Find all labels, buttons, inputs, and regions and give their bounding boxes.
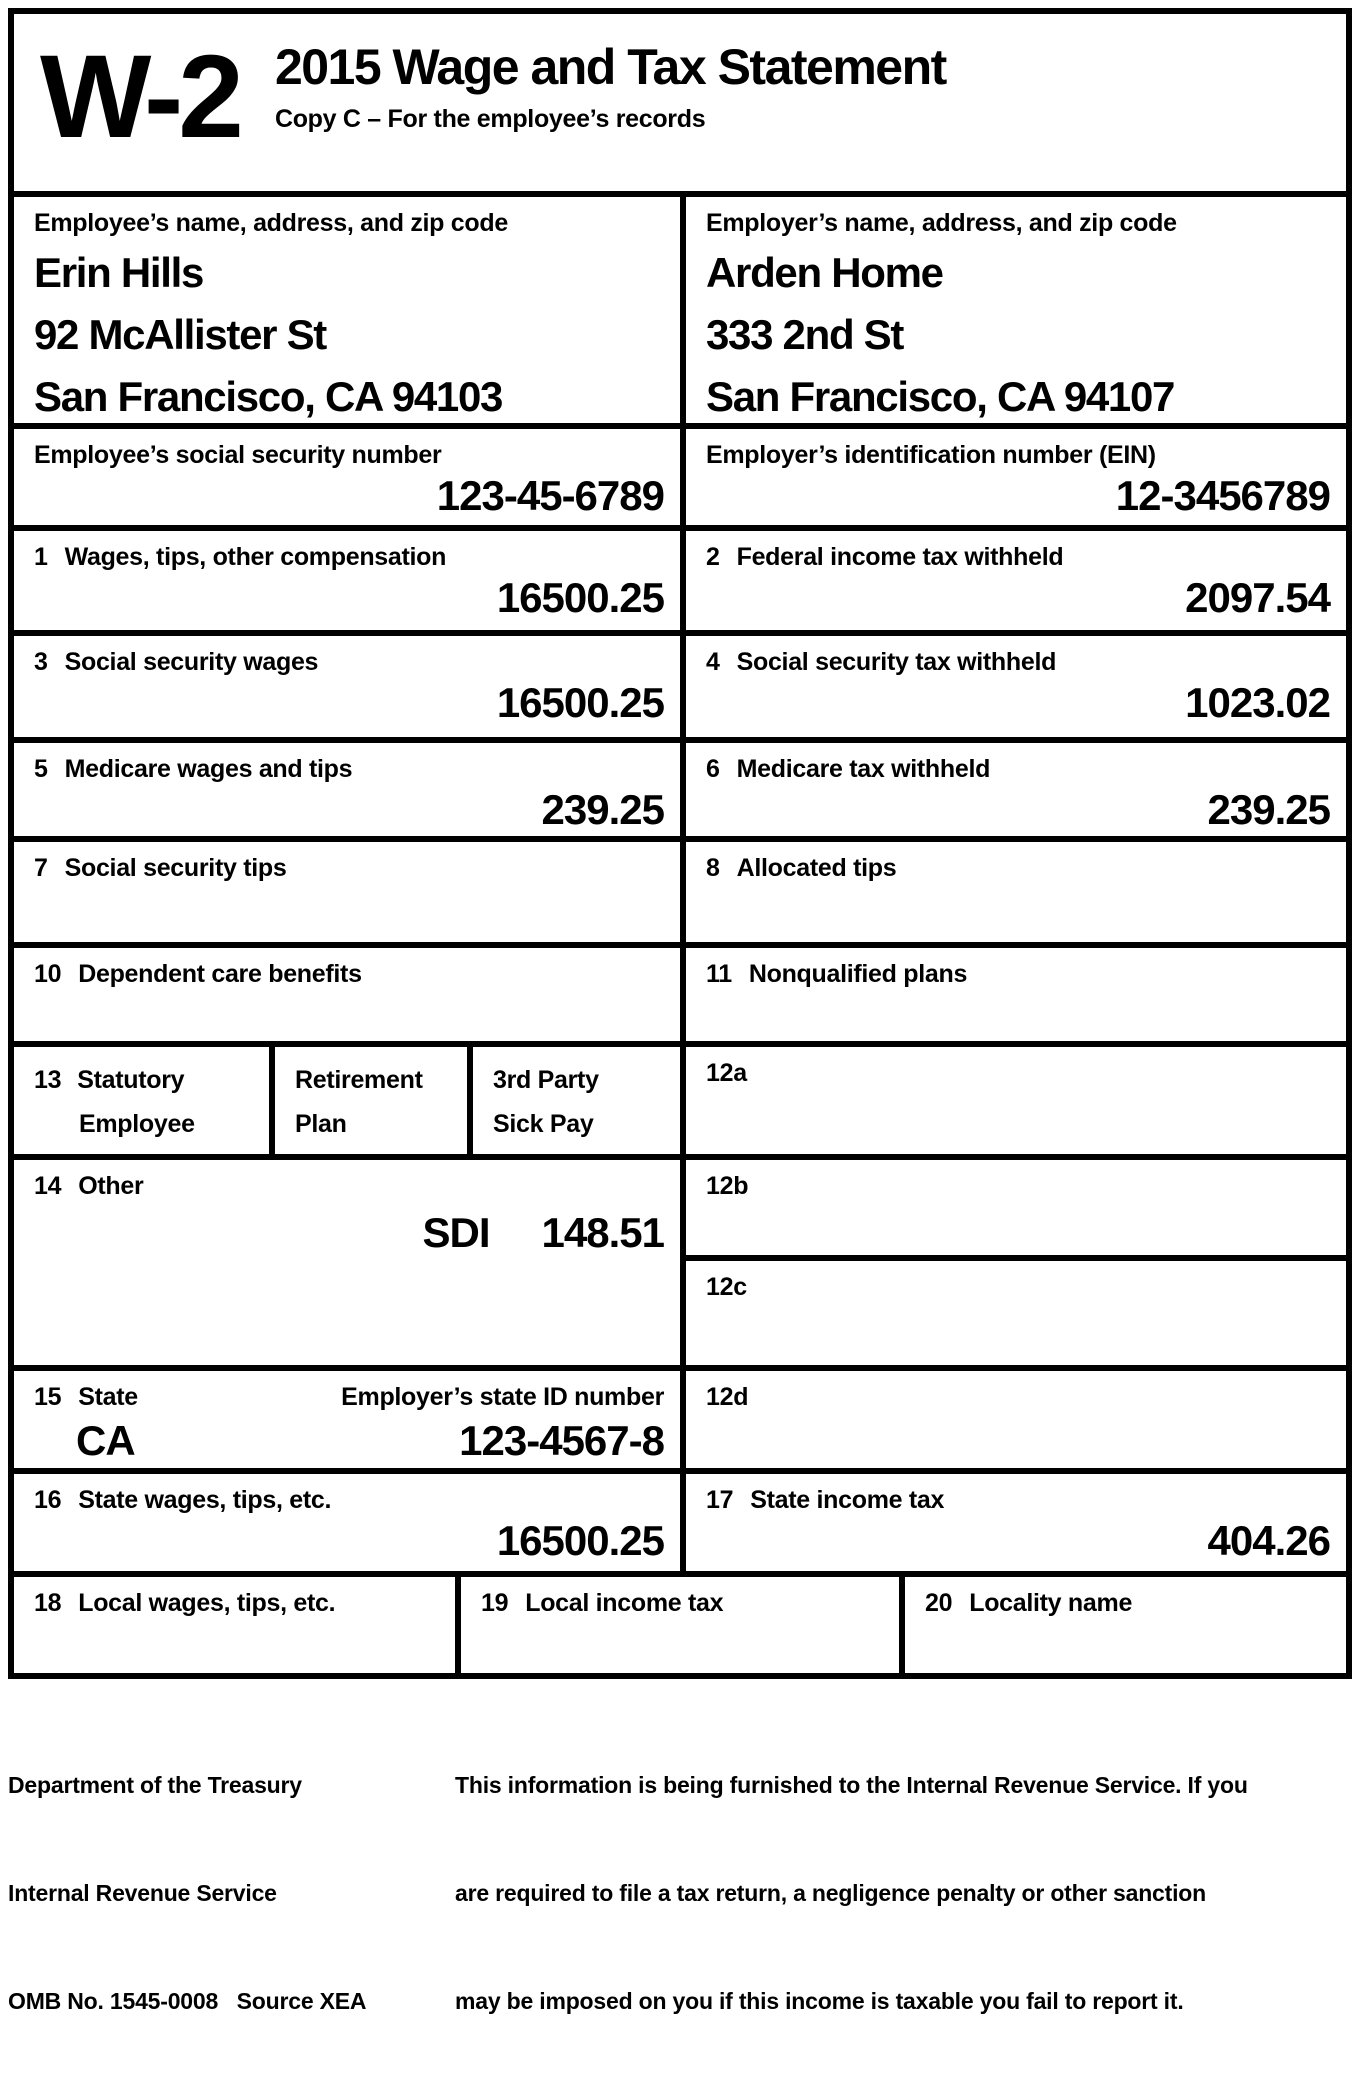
- box-15-id-label: Employer’s state ID number: [341, 1383, 664, 1411]
- footer-disclaimer-block: [455, 1695, 1352, 2091]
- box-13-sickpay-line1: 3rd Party: [493, 1066, 599, 1094]
- employee-address-line1: 92 McAllister St: [34, 311, 326, 358]
- box-15-state: [14, 1371, 680, 1468]
- box-13-checkboxes: [14, 1047, 680, 1154]
- box-11-label: Nonqualified plans: [748, 960, 968, 988]
- box-10-number: 10: [34, 960, 62, 988]
- box-8-label: Allocated tips: [736, 854, 897, 882]
- box-7-ss-tips: [14, 842, 680, 942]
- box-4-label: Social security tax withheld: [736, 648, 1057, 676]
- box-1-value: 16500.25: [496, 574, 664, 621]
- box-12a: [680, 1047, 1346, 1154]
- employee-address-line2: San Francisco, CA 94103: [34, 373, 503, 420]
- ein-box: [680, 429, 1346, 525]
- box-row-18-19-20: [14, 1571, 1346, 1673]
- box-14-entry-amount: 148.51: [541, 1209, 664, 1256]
- box-14-entry-code: SDI: [422, 1209, 490, 1256]
- box-18-number: 18: [34, 1589, 62, 1617]
- box-16-state-wages: [14, 1474, 680, 1571]
- footer-notice-line1: This information is being furnished to the Internal Revenue Service. If you: [455, 1772, 1248, 1798]
- box-6-number: 6: [706, 755, 720, 783]
- ssn-value: 123-45-6789: [436, 472, 664, 519]
- employee-name-address: [14, 242, 680, 428]
- box-20-label: Locality name: [969, 1589, 1133, 1617]
- employee-info-label: Employee’s name, address, and zip code: [34, 209, 508, 237]
- box-row-15-12d: [14, 1365, 1346, 1468]
- box-6-medicare-tax: [680, 743, 1346, 836]
- box-row-3-4: [14, 630, 1346, 737]
- box-20-locality-name: [899, 1577, 1346, 1673]
- box-13-statutory-line1: Statutory: [77, 1066, 185, 1094]
- box-15-id-value: 123-4567-8: [459, 1417, 664, 1464]
- box-row-5-6: [14, 737, 1346, 836]
- form-header: [14, 14, 1346, 191]
- box-16-label: State wages, tips, etc.: [78, 1486, 332, 1514]
- employer-address-line1: 333 2nd St: [706, 311, 904, 358]
- box-19-label: Local income tax: [525, 1589, 724, 1617]
- box-1-label: Wages, tips, other compensation: [64, 543, 447, 571]
- employer-info-label: Employer’s name, address, and zip code: [706, 209, 1177, 237]
- box-11-number: 11: [706, 960, 732, 988]
- box-10-dependent-care: [14, 948, 680, 1041]
- box-15-number: 15: [34, 1383, 62, 1411]
- box-6-value: 239.25: [1207, 786, 1330, 833]
- box-4-value: 1023.02: [1185, 679, 1330, 726]
- box-14-number: 14: [34, 1172, 62, 1200]
- box-5-label: Medicare wages and tips: [64, 755, 353, 783]
- form-title: 2015 Wage and Tax Statement: [274, 39, 946, 95]
- box-6-label: Medicare tax withheld: [736, 755, 991, 783]
- form-title-block: [275, 38, 946, 134]
- box-10-label: Dependent care benefits: [78, 960, 362, 988]
- box-13-retirement-plan: [269, 1047, 467, 1154]
- box-5-medicare-wages: [14, 743, 680, 836]
- box-12b-label: 12b: [706, 1172, 749, 1200]
- box-19-number: 19: [481, 1589, 509, 1617]
- footer-notice-line2: are required to file a tax return, a negligence penalty or other sanction: [455, 1880, 1206, 1906]
- box-13-number: 13: [34, 1066, 62, 1094]
- employer-name: Arden Home: [706, 249, 943, 296]
- box-18-local-wages: [14, 1577, 455, 1673]
- box-12a-label: 12a: [706, 1059, 747, 1087]
- box-row-10-11: [14, 942, 1346, 1041]
- id-numbers-row: [14, 423, 1346, 525]
- box-15-state-value: CA: [76, 1417, 135, 1464]
- box-3-number: 3: [34, 648, 48, 676]
- form-type-label: W-2: [40, 31, 239, 163]
- box-1-number: 1: [34, 543, 48, 571]
- box-13-statutory-line2: Employee: [79, 1110, 195, 1138]
- box-8-number: 8: [706, 854, 720, 882]
- employer-address-line2: San Francisco, CA 94107: [706, 373, 1175, 420]
- box-7-label: Social security tips: [64, 854, 287, 882]
- box-19-local-income-tax: [455, 1577, 899, 1673]
- employee-info-box: [14, 197, 680, 423]
- name-address-row: [14, 191, 1346, 423]
- w2-form: [8, 8, 1352, 1679]
- box-4-ss-tax: [680, 636, 1346, 737]
- employer-name-address: [686, 242, 1346, 428]
- box-7-number: 7: [34, 854, 48, 882]
- box-3-label: Social security wages: [64, 648, 319, 676]
- ssn-label: Employee’s social security number: [34, 441, 442, 469]
- box-14-other: [14, 1160, 680, 1365]
- box-3-ss-wages: [14, 636, 680, 737]
- box-row-1-2: [14, 525, 1346, 630]
- ssn-box: [14, 429, 680, 525]
- box-15-state-label: State: [78, 1383, 138, 1411]
- footer-omb-line: OMB No. 1545-0008 Source XEA: [8, 1988, 367, 2014]
- box-12d-label: 12d: [706, 1383, 749, 1411]
- box-16-number: 16: [34, 1486, 62, 1514]
- box-17-state-income-tax: [680, 1474, 1346, 1571]
- ein-value: 12-3456789: [1115, 472, 1330, 519]
- box-20-number: 20: [925, 1589, 953, 1617]
- box-12c-label: 12c: [706, 1273, 747, 1301]
- footer-irs-line: Internal Revenue Service: [8, 1880, 277, 1906]
- box-14-label: Other: [78, 1172, 144, 1200]
- box-8-allocated-tips: [680, 842, 1346, 942]
- box-row-14-12b-12c: [14, 1154, 1346, 1365]
- box-12b: [686, 1160, 1346, 1255]
- box-2-number: 2: [706, 543, 720, 571]
- box-row-13-12a: [14, 1041, 1346, 1154]
- box-5-value: 239.25: [541, 786, 664, 833]
- box-3-value: 16500.25: [496, 679, 664, 726]
- box-12c: [686, 1255, 1346, 1365]
- box-2-label: Federal income tax withheld: [736, 543, 1064, 571]
- box-17-number: 17: [706, 1486, 734, 1514]
- form-footer: [8, 1695, 1352, 2091]
- box-row-7-8: [14, 836, 1346, 942]
- footer-treasury-line: Department of the Treasury: [8, 1772, 302, 1798]
- box-13-retirement-line1: Retirement: [295, 1066, 423, 1094]
- box-5-number: 5: [34, 755, 48, 783]
- box-17-value: 404.26: [1207, 1517, 1330, 1564]
- box-13-statutory-employee: [14, 1047, 269, 1154]
- box-16-value: 16500.25: [496, 1517, 664, 1564]
- box-13-sickpay-line2: Sick Pay: [493, 1110, 594, 1138]
- box-12b-12c-stack: [680, 1160, 1346, 1365]
- box-11-nonqualified-plans: [680, 948, 1346, 1041]
- box-17-label: State income tax: [750, 1486, 945, 1514]
- footer-agency-block: [8, 1695, 455, 2091]
- box-4-number: 4: [706, 648, 720, 676]
- box-13-retirement-line2: Plan: [295, 1110, 347, 1138]
- box-1-wages: [14, 531, 680, 630]
- box-row-16-17: [14, 1468, 1346, 1571]
- employee-name: Erin Hills: [34, 249, 204, 296]
- footer-notice-line3: may be imposed on you if this income is taxable you fail to report it.: [455, 1988, 1184, 2014]
- box-12d: [680, 1371, 1346, 1468]
- ein-label: Employer’s identification number (EIN): [706, 441, 1156, 469]
- box-2-federal-tax: [680, 531, 1346, 630]
- employer-info-box: [680, 197, 1346, 423]
- box-2-value: 2097.54: [1185, 574, 1330, 621]
- form-copy-label: Copy C – For the employee’s records: [274, 105, 706, 133]
- box-18-label: Local wages, tips, etc.: [78, 1589, 336, 1617]
- box-13-third-party-sick-pay: [467, 1047, 680, 1154]
